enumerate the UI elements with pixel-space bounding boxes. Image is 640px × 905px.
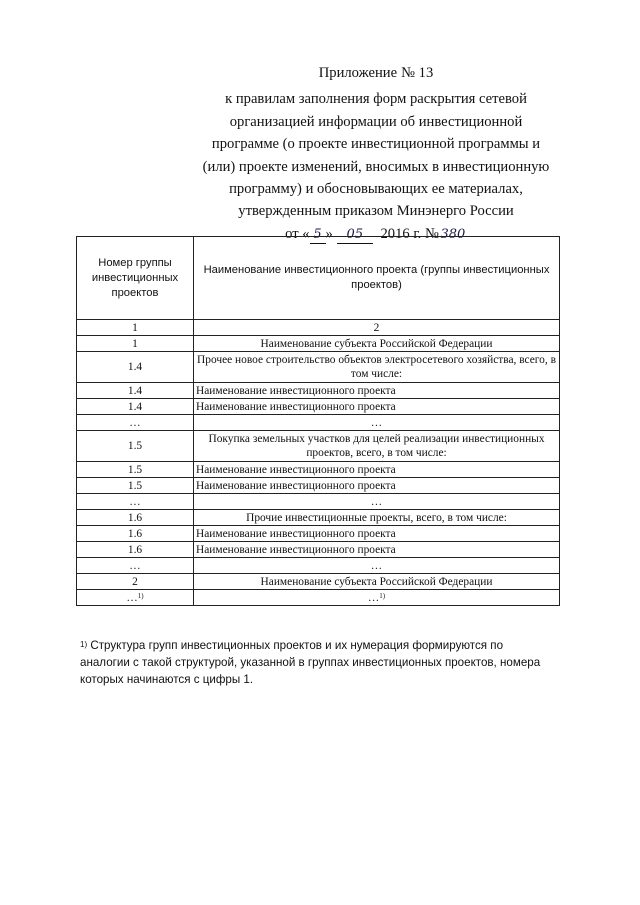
table-row (77, 526, 560, 542)
group-number: … (129, 416, 141, 429)
group-number-cell (77, 526, 194, 542)
project-name: Наименование инвестиционного проекта (196, 479, 396, 492)
project-name: … (370, 495, 383, 508)
handwritten-day: 5 (310, 227, 326, 244)
header-group-number: Номер группы инвестиционных проектов (77, 237, 194, 320)
group-number: 1 (132, 321, 138, 334)
header-line: организацией информации об инвестиционной (229, 113, 523, 130)
group-number-cell (77, 574, 194, 590)
group-number: 1.4 (127, 361, 143, 373)
project-name: Наименование инвестиционного проекта (196, 463, 396, 476)
group-number: 1.4 (127, 384, 143, 397)
group-number-cell (77, 494, 194, 510)
table-row (77, 431, 560, 462)
project-name-cell (194, 558, 560, 574)
group-number-cell (77, 558, 194, 574)
footnote-ref: 1) (379, 591, 386, 600)
table-row (77, 336, 560, 352)
table-row (77, 352, 560, 383)
project-name-cell (194, 320, 560, 336)
investment-projects-table (76, 236, 560, 606)
project-name-cell (194, 383, 560, 399)
group-number: 2 (132, 575, 138, 588)
table-row (77, 478, 560, 494)
appendix-title (176, 62, 576, 84)
table-row (77, 399, 560, 415)
group-number: … (129, 559, 141, 572)
project-name-cell (194, 352, 560, 383)
project-name-cell (194, 431, 560, 462)
group-number: 1 (132, 337, 138, 350)
table-row (77, 590, 560, 606)
appendix-header (176, 62, 576, 245)
project-name: … (367, 591, 380, 604)
group-number: 1.4 (127, 400, 143, 413)
header-line: программу) и обосновывающих ее материалах, (229, 181, 523, 198)
project-name: Наименование субъекта Российской Федерации (260, 337, 493, 350)
project-name: … (370, 559, 383, 572)
header-line: утвержденным приказом Минэнерго России (238, 203, 514, 220)
group-number-cell (77, 415, 194, 431)
group-number-cell (77, 383, 194, 399)
project-name: 2 (373, 321, 380, 334)
group-number-cell (77, 320, 194, 336)
footnote (80, 637, 550, 688)
project-name-cell (194, 415, 560, 431)
table-row (77, 558, 560, 574)
table-body (77, 320, 560, 606)
project-name: Наименование инвестиционного проекта (196, 384, 396, 397)
group-number-cell (77, 336, 194, 352)
project-name-cell (194, 526, 560, 542)
date-mid: » (325, 225, 333, 242)
group-number: … (126, 591, 138, 604)
group-number-cell (77, 590, 194, 606)
footnote-marker: 1) (80, 640, 88, 649)
footnote-ref: 1) (137, 591, 144, 600)
project-name: Наименование инвестиционного проекта (196, 527, 396, 540)
project-name-cell (194, 494, 560, 510)
table-row (77, 494, 560, 510)
group-number-cell (77, 352, 194, 383)
header-project-name: Наименование инвестиционного проекта (группы инвестиционных проектов) (194, 237, 560, 320)
project-name-cell (194, 542, 560, 558)
header-line: (или) проекте изменений, вносимых в инвестиционную (202, 158, 550, 175)
table-row (77, 320, 560, 336)
project-name: … (370, 416, 383, 429)
project-name-cell (194, 590, 560, 606)
header-line: к правилам заполнения форм раскрытия сетевой (225, 91, 527, 108)
project-name-cell (194, 574, 560, 590)
project-name: Прочее новое строительство объектов электросетевого хозяйства, всего, в том числе: (197, 354, 556, 380)
project-name-cell (194, 478, 560, 494)
project-name: Наименование инвестиционного проекта (196, 543, 396, 556)
project-name-cell (194, 510, 560, 526)
group-number-cell (77, 399, 194, 415)
table-row (77, 510, 560, 526)
project-name: Наименование инвестиционного проекта (196, 400, 396, 413)
group-number: 1.6 (127, 543, 143, 556)
group-number-cell (77, 542, 194, 558)
header-line: программе (о проекте инвестиционной программы и (211, 136, 541, 153)
group-number: 1.5 (127, 440, 143, 452)
group-number: 1.6 (127, 527, 143, 540)
table-row (77, 542, 560, 558)
project-name: Наименование субъекта Российской Федерации (260, 575, 493, 588)
date-year: 2016 г. № (380, 225, 439, 242)
group-number-cell (77, 510, 194, 526)
group-number: … (129, 495, 141, 508)
handwritten-order-number: 380 (440, 226, 466, 242)
group-number-cell (77, 431, 194, 462)
table-row (77, 383, 560, 399)
appendix-label: Приложение (318, 65, 398, 81)
table-row (77, 462, 560, 478)
group-number: 1.5 (127, 479, 143, 492)
group-number-cell (77, 462, 194, 478)
project-name: Прочие инвестиционные проекты, всего, в том числе: (246, 511, 507, 524)
project-name-cell (194, 462, 560, 478)
handwritten-month: 05 (337, 227, 373, 244)
group-number: 1.6 (127, 511, 143, 524)
date-prefix: от « (285, 225, 310, 242)
group-number: 1.5 (127, 463, 143, 476)
footnote-text: Структура групп инвестиционных проектов и их нумерация формируются по аналогии с такой структурой, указанной в группах инвестиционных проектов, номера которых начинаются с цифры 1. (80, 639, 541, 686)
group-number-cell (77, 478, 194, 494)
table-row (77, 415, 560, 431)
table-header-row (77, 237, 560, 320)
table-row (77, 574, 560, 590)
appendix-number: № 13 (401, 65, 434, 81)
project-name-cell (194, 399, 560, 415)
project-name-cell (194, 336, 560, 352)
project-name: Покупка земельных участков для целей реализации инвестиционных проектов, всего, в том числе: (208, 433, 545, 459)
